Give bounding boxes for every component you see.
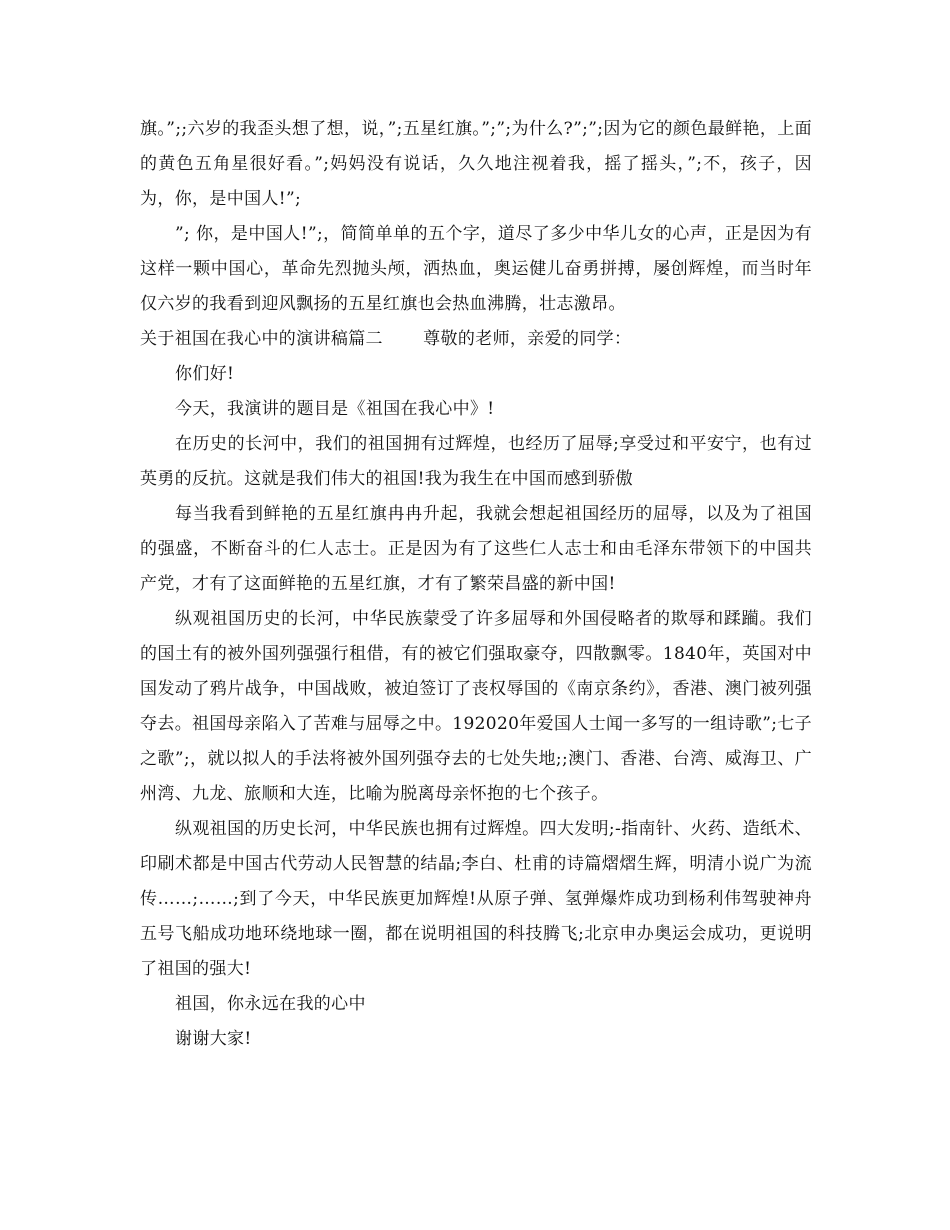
paragraph-humiliation-history: 纵观祖国历史的长河，中华民族蒙受了许多屈辱和外国侵略者的欺辱和蹂躏。我们的国土有的被外国列强强行租借，有的被它们强取豪夺，四散飘零。1840年，英国对中国发动了鸦片战争，中国战败，被迫签订了丧权辱国的《南京条约》，香港、澳门被列强夺去。祖国母亲陷入了苦难与屈辱之中。192020年爱国人士闻一多写的一组诗歌”;七子之歌”;，就以拟人的手法将被外国列强夺去的七处失地;;澳门、香港、台湾、威海卫、广州湾、九龙、旅顺和大连，比喻为脱离母亲怀抱的七个孩子。 bbox=[140, 609, 813, 804]
paragraph-chinese-heart: ”; 你，是中国人!”;，简简单单的五个字，道尽了多少中华儿女的心声，正是因为有这样一颗中国心，革命先烈抛头颅，洒热血，奥运健儿奋勇拼搏，屡创辉煌，而当时年仅六岁的我看到迎风飘扬的五星红旗也会热血沸腾，壮志激昂。 bbox=[140, 224, 812, 314]
speech-heading-and-greeting: 关于祖国在我心中的演讲稿篇二 尊敬的老师，亲爱的同学： bbox=[140, 329, 632, 349]
paragraph-motherland-in-heart: 祖国，你永远在我的心中 bbox=[175, 994, 366, 1014]
paragraph-topic: 今天，我演讲的题目是《祖国在我心中》! bbox=[175, 399, 495, 419]
speech-text-body bbox=[140, 112, 812, 1057]
paragraph-hello: 你们好! bbox=[175, 364, 235, 384]
paragraph-glory-history: 纵观祖国的历史长河，中华民族也拥有过辉煌。四大发明;-指南针、火药、造纸术、印刷术都是中国古代劳动人民智慧的结晶;李白、杜甫的诗篇熠熠生辉，明清小说广为流传……;……;到了今天，中华民族更加辉煌!从原子弹、氢弹爆炸成功到杨利伟驾驶神舟五号飞船成功地环绕地球一圈，都在说明祖国的科技腾飞;北京申办奥运会成功，更说明了祖国的强大! bbox=[140, 819, 812, 979]
paragraph-thanks: 谢谢大家! bbox=[175, 1029, 252, 1049]
paragraph-opening-dialogue: 旗。”;;六岁的我歪头想了想，说，”;五星红旗。”;”;为什么?”;”;因为它的颜色最鲜艳，上面的黄色五角星很好看。”;妈妈没有说话，久久地注视着我，摇了摇头，”;不，孩子，因为，你，是中国人!”; bbox=[140, 119, 812, 209]
paragraph-history-pride: 在历史的长河中，我们的祖国拥有过辉煌，也经历了屈辱;享受过和平安宁，也有过英勇的反抗。这就是我们伟大的祖国!我为我生在中国而感到骄傲 bbox=[140, 434, 812, 489]
paragraph-flag-raising: 每当我看到鲜艳的五星红旗冉冉升起，我就会想起祖国经历的屈辱，以及为了祖国的强盛，不断奋斗的仁人志士。正是因为有了这些仁人志士和由毛泽东带领下的中国共产党，才有了这面鲜艳的五星红旗，才有了繁荣昌盛的新中国! bbox=[140, 504, 812, 594]
